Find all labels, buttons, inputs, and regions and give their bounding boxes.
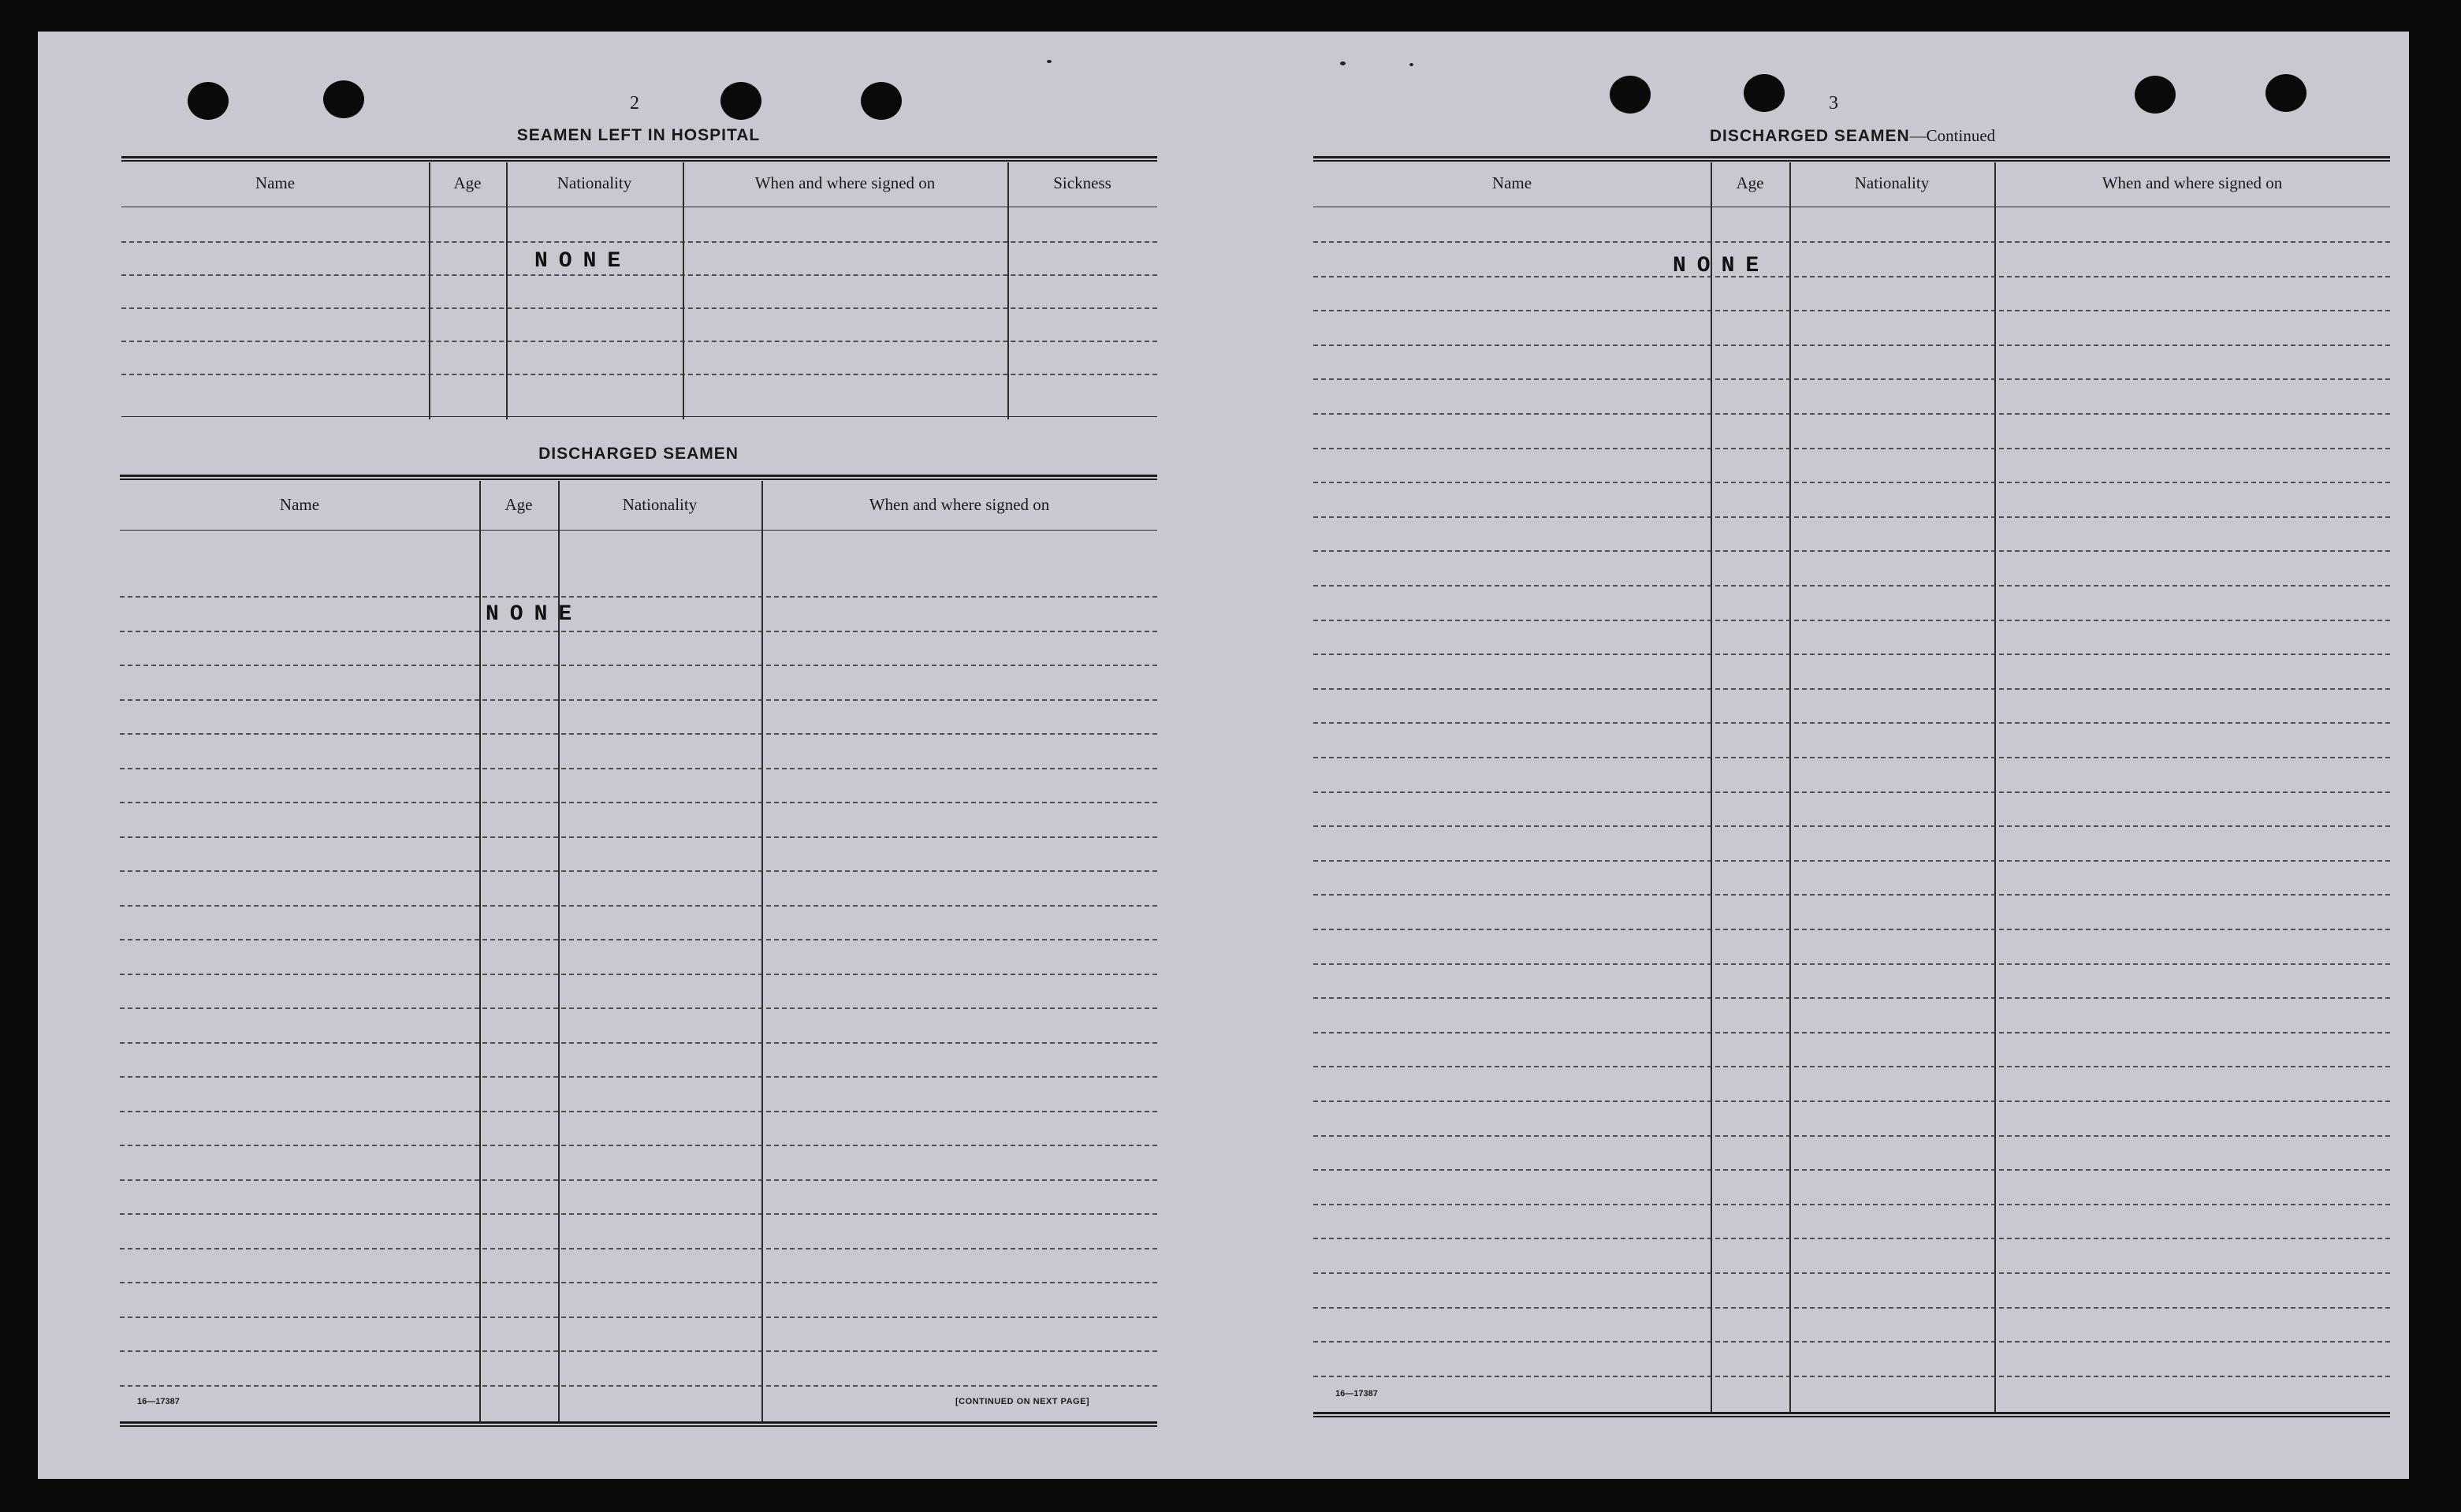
table-top-rule (1313, 156, 2390, 162)
column-divider (506, 162, 508, 419)
punch-hole (2266, 74, 2306, 112)
title-text: DISCHARGED SEAMEN (1709, 127, 1910, 145)
punch-hole (1744, 74, 1785, 112)
punch-hole (2135, 76, 2176, 114)
form-row (121, 307, 1157, 309)
ink-speck (1409, 63, 1413, 66)
form-row (120, 1111, 1157, 1112)
form-row (1313, 963, 2390, 965)
punch-hole (323, 80, 364, 118)
form-number-right: 16—17387 (1335, 1389, 1378, 1398)
form-row (121, 274, 1157, 276)
form-row (1313, 413, 2390, 415)
form-row (1313, 310, 2390, 311)
column-divider (1789, 162, 1791, 1414)
column-header-age: Age (1736, 173, 1764, 192)
page-number-left: 2 (630, 93, 639, 114)
punch-hole (1610, 76, 1651, 114)
form-row (1313, 344, 2390, 346)
form-row (1313, 757, 2390, 758)
column-header-age: Age (453, 173, 482, 192)
punch-hole (861, 82, 902, 120)
none-entry: NONE (1673, 254, 1770, 278)
form-row (1313, 1100, 2390, 1102)
form-row (1313, 516, 2390, 518)
form-row (1313, 448, 2390, 449)
table-top-rule (120, 475, 1157, 480)
form-row (120, 1213, 1157, 1215)
form-row (1313, 1238, 2390, 1239)
form-row (120, 631, 1157, 632)
column-header-age: Age (504, 495, 533, 514)
punch-hole (720, 82, 761, 120)
table-header-rule (120, 530, 1157, 531)
form-row (1313, 1204, 2390, 1205)
form-row (1313, 1272, 2390, 1274)
form-row (1313, 1135, 2390, 1137)
form-row (1313, 276, 2390, 277)
form-row (1313, 1341, 2390, 1343)
column-header-nationality: Nationality (622, 495, 698, 514)
column-header-name: Name (1491, 173, 1532, 192)
column-header-name: Name (279, 495, 320, 514)
form-row (120, 1248, 1157, 1249)
form-row (120, 1316, 1157, 1318)
form-row (120, 974, 1157, 975)
form-row (120, 870, 1157, 872)
discharged-continued-title (1315, 126, 2390, 146)
form-row (1313, 550, 2390, 552)
form-row (120, 1350, 1157, 1352)
form-row (1313, 620, 2390, 621)
form-row (1313, 378, 2390, 380)
form-row (1313, 1376, 2390, 1377)
ink-speck (1047, 60, 1052, 63)
form-row (120, 802, 1157, 803)
form-row (1313, 894, 2390, 896)
form-row (120, 1042, 1157, 1044)
hospital-section-title: SEAMEN LEFT IN HOSPITAL (516, 126, 761, 144)
form-number-left: 16—17387 (137, 1397, 180, 1406)
form-row (120, 699, 1157, 701)
column-header-sickness: Sickness (1053, 173, 1111, 192)
form-row (1313, 1032, 2390, 1033)
form-row (1313, 929, 2390, 930)
column-divider (1007, 162, 1009, 419)
discharged-section-title: DISCHARGED SEAMEN (538, 445, 739, 463)
table-bottom-rule (120, 1421, 1157, 1427)
form-row (120, 1076, 1157, 1078)
form-row (1313, 688, 2390, 690)
column-header-nationality: Nationality (557, 173, 632, 192)
form-row (120, 1179, 1157, 1181)
table-bottom-rule (1313, 1412, 2390, 1417)
form-row (1313, 997, 2390, 999)
form-row (1313, 1307, 2390, 1309)
form-row (1313, 482, 2390, 483)
column-header-signed-on: When and where signed on (754, 173, 936, 192)
column-header-signed-on: When and where signed on (2102, 173, 2283, 192)
title-suffix: —Continued (1909, 126, 1996, 145)
form-row (120, 1385, 1157, 1387)
discharged-table-right (1313, 156, 2390, 1417)
form-row (120, 733, 1157, 735)
form-row (121, 241, 1157, 243)
form-row (1313, 1169, 2390, 1171)
form-row (1313, 791, 2390, 793)
column-divider (429, 162, 430, 419)
form-row (120, 905, 1157, 907)
hospital-table (121, 156, 1157, 419)
continued-note: [CONTINUED ON NEXT PAGE] (955, 1397, 1090, 1406)
form-row (1313, 860, 2390, 862)
form-row (120, 665, 1157, 666)
form-row (120, 836, 1157, 838)
none-entry: NONE (486, 602, 583, 627)
table-top-rule (121, 156, 1157, 162)
column-header-name: Name (255, 173, 296, 192)
form-row (120, 1282, 1157, 1283)
form-row (120, 1007, 1157, 1009)
none-entry: NONE (534, 249, 632, 274)
column-divider (683, 162, 684, 419)
form-row (1313, 1066, 2390, 1067)
page-number-right: 3 (1829, 93, 1838, 114)
form-row (120, 768, 1157, 769)
form-row (120, 1145, 1157, 1146)
column-divider (1711, 162, 1712, 1414)
form-row (1313, 654, 2390, 655)
form-row (120, 939, 1157, 940)
form-row (1313, 241, 2390, 243)
column-divider (1994, 162, 1996, 1414)
document-scan (38, 32, 2409, 1479)
form-row (121, 341, 1157, 342)
discharged-table-left (120, 475, 1157, 1427)
ink-speck (1340, 61, 1346, 65)
column-header-signed-on: When and where signed on (869, 495, 1050, 514)
form-row (121, 374, 1157, 375)
table-bottom-rule (121, 416, 1157, 417)
column-header-nationality: Nationality (1854, 173, 1930, 192)
form-row (1313, 722, 2390, 724)
form-row (1313, 585, 2390, 587)
form-row (1313, 825, 2390, 827)
punch-hole (188, 82, 229, 120)
form-row (120, 596, 1157, 598)
